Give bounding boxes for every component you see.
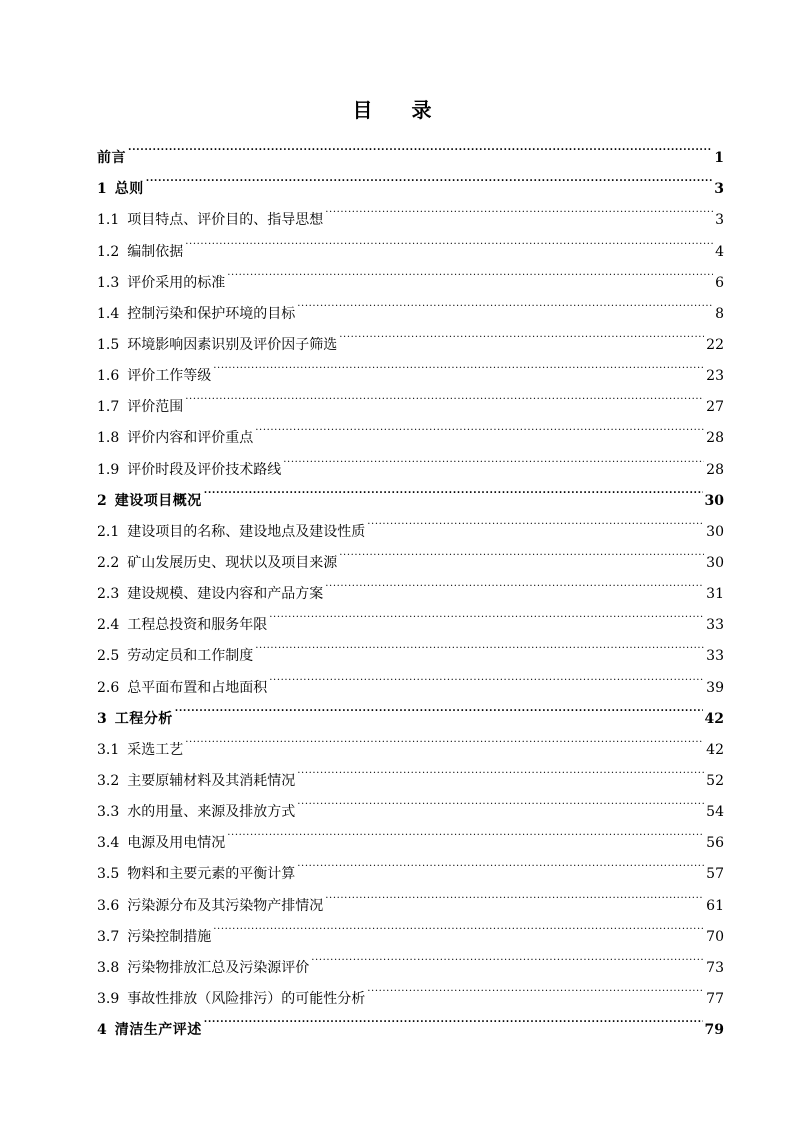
toc-entry-number: 1.6 [97,368,120,385]
toc-entry-page-number: 8 [715,305,724,322]
toc-entry-page-number: 23 [706,368,724,385]
toc-entry-number: 1 [97,181,107,198]
toc-dot-leader [297,785,704,816]
toc-entry-number: 1.4 [97,305,120,322]
toc-dot-leader [175,692,703,723]
toc-dot-leader [325,878,704,909]
toc-entry-number: 3.1 [97,741,120,758]
toc-entry-title: 控制污染和保护环境的目标 [127,305,296,322]
toc-entry-title: 矿山发展历史、现状以及项目来源 [127,554,338,571]
toc-dot-leader [213,910,704,941]
toc-entry-number: 2.4 [97,617,120,634]
toc-dot-leader [339,318,704,349]
toc-entry-page-number: 39 [706,679,724,696]
toc-entry-page-number: 6 [715,274,724,291]
toc-entry-number: 4 [97,1022,107,1039]
toc-entry-page-number: 22 [706,336,724,353]
toc-entry-title: 水的用量、来源及排放方式 [127,804,296,821]
toc-section-entry[interactable] [97,754,724,789]
toc-chapter-entry[interactable] [97,131,724,167]
toc-entry-title: 事故性排放（风险排污）的可能性分析 [127,990,366,1007]
toc-entry-page-number: 27 [706,399,724,416]
toc-entry-number: 2.5 [97,648,120,665]
toc-entry-number: 2 [97,492,107,509]
toc-entry-number: 1.9 [97,461,120,478]
toc-entry-page-number: 42 [706,741,724,758]
toc-entry-number: 3.7 [97,928,120,945]
toc-entry-page-number: 4 [715,243,724,260]
toc-dot-leader [269,598,704,629]
toc-dot-leader [185,723,704,754]
toc-section-entry[interactable] [97,224,724,260]
toc-entry-page-number: 3 [714,181,724,198]
toc-entry-number: 2.3 [97,586,120,603]
toc-entry-number: 2.1 [97,523,120,540]
toc-entry-page-number: 31 [706,586,724,603]
toc-entry-page-number: 28 [706,430,724,447]
toc-entry-number: 3.4 [97,835,120,852]
toc-dot-leader [255,411,704,442]
toc-entry-page-number: 61 [706,897,724,914]
toc-entry-title: 评价时段及评价技术路线 [127,461,282,478]
toc-entry-title: 前言 [97,150,126,167]
toc-entry-number: 3.5 [97,866,120,883]
toc-entry-title: 总则 [114,181,144,198]
toc-entry-number: 2.2 [97,554,120,571]
toc-entry-page-number: 30 [704,492,724,509]
toc-entry-title: 物料和主要元素的平衡计算 [127,866,296,883]
toc-section-entry[interactable] [97,380,724,416]
toc-section-entry[interactable] [97,723,724,758]
toc-title: 目 录 [352,98,448,122]
toc-chapter-entry[interactable] [97,162,724,198]
toc-entry-title: 评价范围 [127,399,184,416]
toc-dot-leader [339,536,704,567]
toc-entry-page-number: 1 [714,150,724,167]
toc-dot-leader [325,193,713,224]
toc-dot-leader [367,972,704,1003]
toc-entry-title: 项目特点、评价目的、指导思想 [127,212,324,229]
toc-entry-number: 1.7 [97,399,120,416]
toc-entry-number: 2.6 [97,679,120,696]
toc-entry-title: 建设项目的名称、建设地点及建设性质 [127,523,366,540]
toc-dot-leader [269,660,704,691]
toc-dot-leader [185,224,713,255]
toc-entry-title: 污染源分布及其污染物产排情况 [127,897,324,914]
toc-entry-page-number: 52 [706,772,724,789]
toc-entry-page-number: 57 [706,866,724,883]
toc-section-entry[interactable] [97,411,724,447]
toc-entry-title: 建设规模、建设内容和产品方案 [127,586,324,603]
toc-entry-page-number: 70 [706,928,724,945]
toc-entry-number: 3.9 [97,990,120,1007]
toc-entry-title: 主要原辅材料及其消耗情况 [127,772,296,789]
table-of-contents [97,131,724,1039]
toc-dot-leader [204,1003,703,1034]
toc-section-entry[interactable] [97,193,724,229]
toc-entry-title: 编制依据 [127,243,184,260]
toc-entry-number: 1.2 [97,243,120,260]
toc-entry-title: 工程总投资和服务年限 [127,617,268,634]
toc-dot-leader [311,941,704,972]
toc-entry-number: 1.5 [97,336,120,353]
toc-dot-leader [297,287,713,318]
toc-entry-title: 污染物排放汇总及污染源评价 [127,959,310,976]
toc-entry-page-number: 56 [706,835,724,852]
toc-entry-title: 评价采用的标准 [127,274,226,291]
toc-dot-leader [146,162,713,193]
toc-entry-title: 清洁生产评述 [114,1022,202,1039]
toc-entry-title: 建设项目概况 [114,492,202,509]
toc-dot-leader [128,131,712,162]
toc-entry-page-number: 28 [706,461,724,478]
toc-entry-page-number: 33 [706,617,724,634]
toc-entry-number: 1.1 [97,212,120,229]
toc-entry-title: 总平面布置和占地面积 [127,679,268,696]
toc-entry-title: 评价工作等级 [127,368,212,385]
toc-section-entry[interactable] [97,256,724,291]
toc-entry-title: 环境影响因素识别及评价因子筛选 [127,336,338,353]
toc-dot-leader [255,629,704,660]
toc-entry-page-number: 3 [715,212,724,229]
toc-entry-page-number: 77 [706,990,724,1007]
toc-entry-title: 评价内容和评价重点 [127,430,254,447]
toc-dot-leader [213,349,704,380]
toc-dot-leader [297,754,704,785]
toc-dot-leader [367,505,704,536]
toc-entry-page-number: 33 [706,648,724,665]
toc-entry-number: 3 [97,710,107,727]
toc-entry-number: 3.3 [97,804,120,821]
toc-dot-leader [227,816,704,847]
toc-entry-number: 3.2 [97,772,120,789]
toc-dot-leader [204,474,703,505]
toc-dot-leader [297,847,704,878]
toc-entry-number: 3.8 [97,959,120,976]
toc-dot-leader [325,567,704,598]
toc-entry-title: 劳动定员和工作制度 [127,648,254,665]
toc-chapter-entry[interactable] [97,692,724,727]
toc-entry-title: 电源及用电情况 [127,835,226,852]
toc-dot-leader [227,256,713,287]
toc-entry-number: 1.3 [97,274,120,291]
toc-dot-leader [283,442,704,473]
toc-entry-page-number: 73 [706,959,724,976]
toc-entry-number: 3.6 [97,897,120,914]
toc-entry-page-number: 54 [706,804,724,821]
toc-entry-page-number: 42 [704,710,724,727]
toc-entry-title: 污染控制措施 [127,928,212,945]
toc-entry-title: 工程分析 [114,710,173,727]
toc-entry-page-number: 79 [704,1022,724,1039]
toc-entry-title: 采选工艺 [127,741,184,758]
toc-entry-number: 1.8 [97,430,120,447]
toc-entry-page-number: 30 [706,523,724,540]
toc-dot-leader [185,380,704,411]
toc-entry-page-number: 30 [706,554,724,571]
